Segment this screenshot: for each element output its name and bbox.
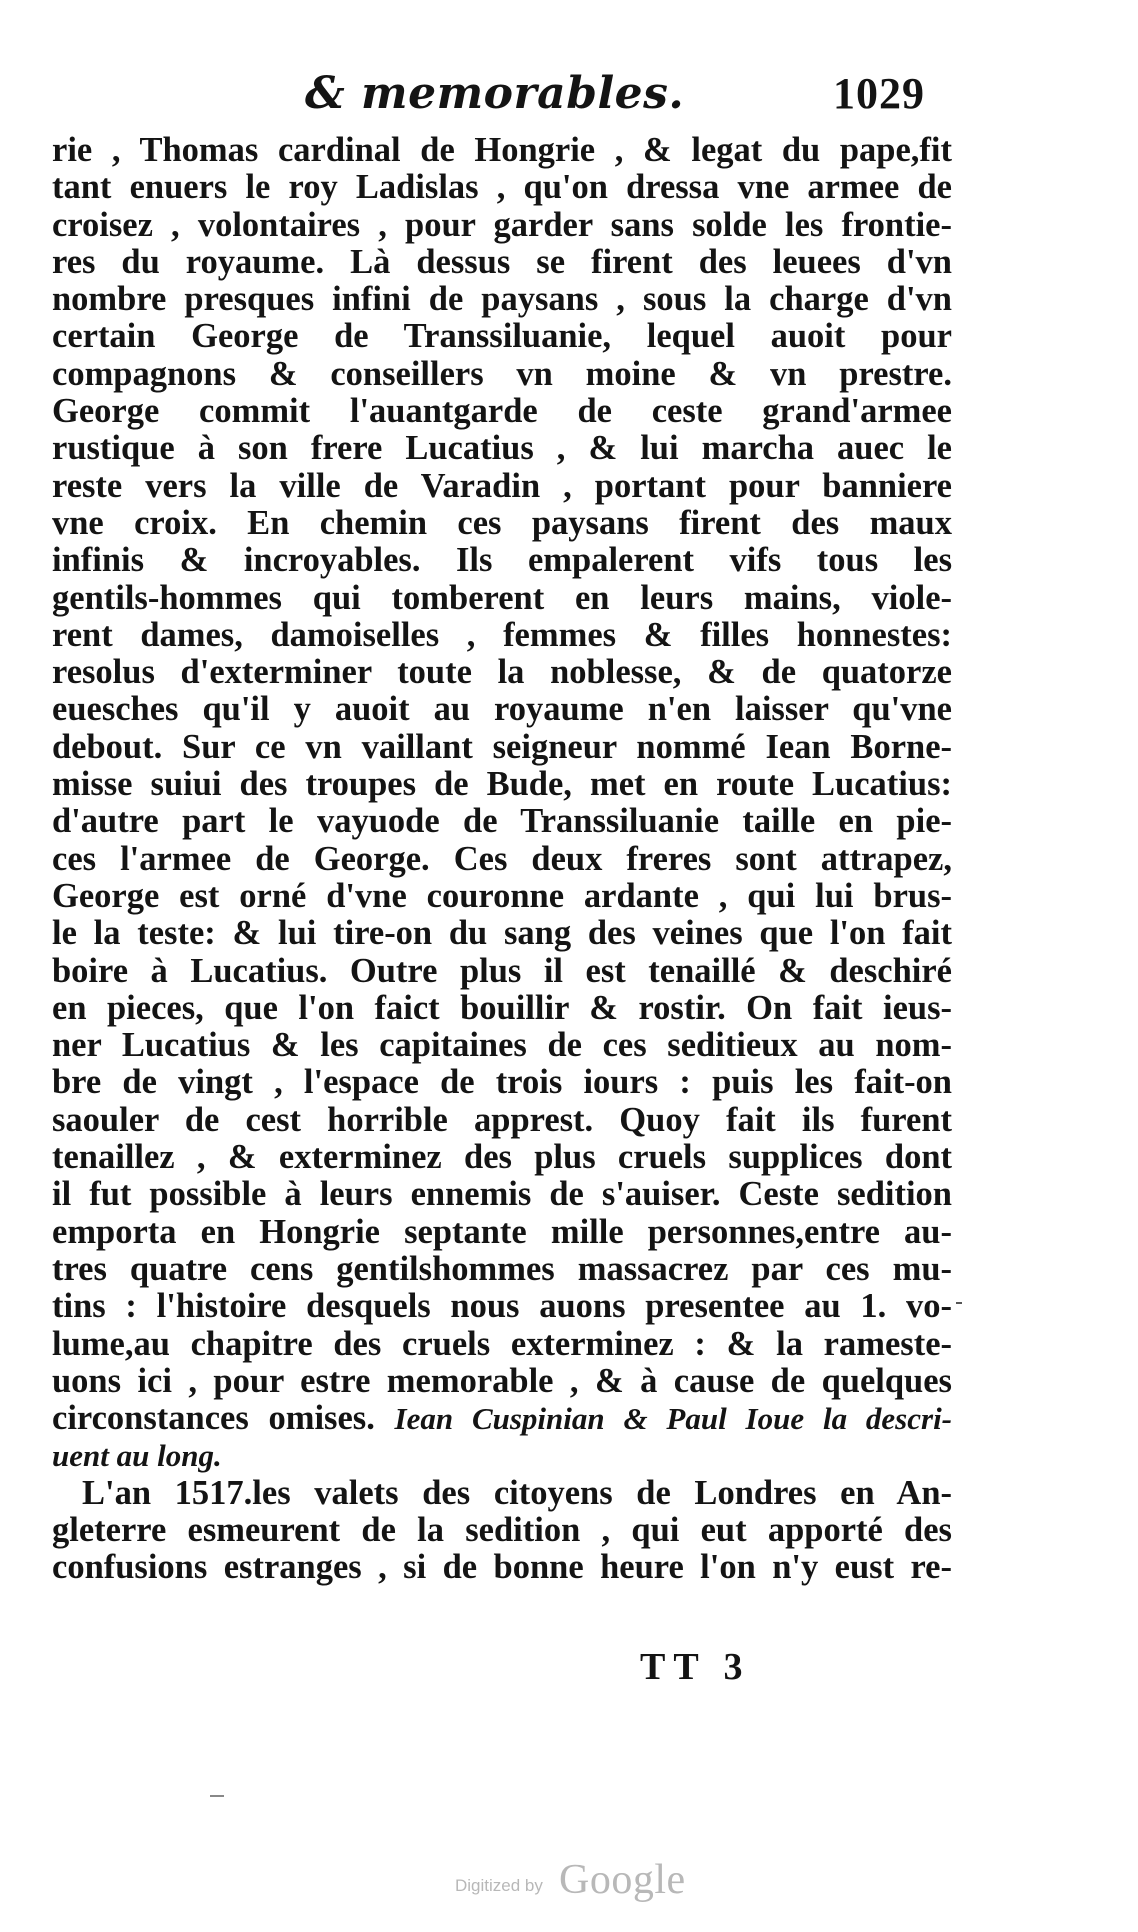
text-line-with-source-note (52, 1400, 952, 1437)
text-line: emporta en Hongrie septante mille personnes,entre au- (52, 1212, 952, 1251)
text-line: vne croix. En chemin ces paysans firent des maux (52, 503, 952, 542)
text-line: en pieces, que l'on faict bouillir & rostir. On fait ieus- (52, 988, 952, 1027)
text-line: rent dames, damoiselles , femmes & filles honnestes: (52, 615, 952, 654)
page-number: 1029 (833, 69, 925, 118)
body-text (52, 132, 952, 1587)
text-line: tant enuers le roy Ladislas , qu'on dressa vne armee de (52, 168, 952, 207)
text-line: infinis & incroyables. Ils empalerent vifs tous les (52, 541, 952, 580)
text-line: tins : l'histoire desquels nous auons presentee au 1. vo- (52, 1287, 952, 1326)
watermark-prefix: Digitized by (455, 1876, 543, 1895)
text-line: bre de vingt , l'espace de trois iours : puis les fait-on (52, 1063, 952, 1102)
text-line: ces l'armee de George. Ces deux freres sont attrapez, (52, 839, 952, 878)
text-line: croisez , volontaires , pour garder sans solde les frontie- (52, 205, 952, 244)
text-line: misse suiui des troupes de Bude, met en route Lucatius: (52, 765, 952, 804)
signature-mark: TT 3 (640, 1646, 751, 1688)
paragraph-line: confusions estranges , si de bonne heure l'on n'y eust re- (52, 1548, 952, 1587)
text-line: d'autre part le vayuode de Transsiluanie taille en pie- (52, 802, 952, 841)
text-line: saouler de cest horrible apprest. Quoy fait ils furent (52, 1100, 952, 1139)
text-line: il fut possible à leurs ennemis de s'auiser. Ceste sedition (52, 1175, 952, 1214)
text-line: res du royaume. Là dessus se firent des leuees d'vn (52, 242, 952, 281)
text-line: debout. Sur ce vn vaillant seigneur nommé Iean Borne- (52, 727, 952, 766)
text-line: resolus d'exterminer toute la noblesse, & de quatorze (52, 653, 952, 692)
text-line: George est orné d'vne couronne ardante , qui lui brus- (52, 876, 952, 915)
text-line: uons ici , pour estre memorable , & à cause de quelques (52, 1361, 952, 1400)
text-line: boire à Lucatius. Outre plus il est tenaillé & deschiré (52, 951, 952, 990)
running-head (305, 62, 925, 122)
running-title: & memorables. (305, 68, 685, 119)
text-line: certain George de Transsiluanie, lequel auoit pour (52, 317, 952, 356)
source-note-end: uent au long. (52, 1438, 222, 1474)
digitization-watermark (455, 1856, 715, 1906)
text-line: tenaillez , & exterminez des plus cruels supplices dont (52, 1138, 952, 1177)
source-note: Iean Cuspinian & Paul Ioue la descri- (394, 1401, 952, 1437)
text-line: tres quatre cens gentilshommes massacrez par ces mu- (52, 1249, 952, 1288)
text-line: ner Lucatius & les capitaines de ces seditieux au nom- (52, 1026, 952, 1065)
text-line: compagnons & conseillers vn moine & vn prestre. (52, 354, 952, 393)
ink-speck (210, 1795, 224, 1797)
text-line: gentils-hommes qui tomberent en leurs mains, viole- (52, 578, 952, 617)
text-line: nombre presques infini de paysans , sous la charge d'vn (52, 280, 952, 319)
text-line: euesches qu'il y auoit au royaume n'en laisser qu'vne (52, 690, 952, 729)
paragraph-line: L'an 1517.les valets des citoyens de Londres en An- (82, 1473, 952, 1512)
text-line: circonstances omises. (52, 1399, 375, 1438)
text-line: rustique à son frere Lucatius , & lui marcha auec le (52, 429, 952, 468)
text-line: George commit l'auantgarde de ceste grand'armee (52, 392, 952, 431)
paragraph-line: gleterre esmeurent de la sedition , qui eut apporté des (52, 1510, 952, 1549)
text-line: rie , Thomas cardinal de Hongrie , & legat du pape,fit (52, 131, 952, 169)
text-line: lume,au chapitre des cruels exterminez : & la rameste- (52, 1324, 952, 1363)
ink-speck (956, 1302, 962, 1304)
text-line: reste vers la ville de Varadin , portant pour banniere (52, 466, 952, 505)
watermark-logo: Google (559, 1857, 686, 1903)
text-line: le la teste: & lui tire-on du sang des veines que l'on fait (52, 914, 952, 953)
